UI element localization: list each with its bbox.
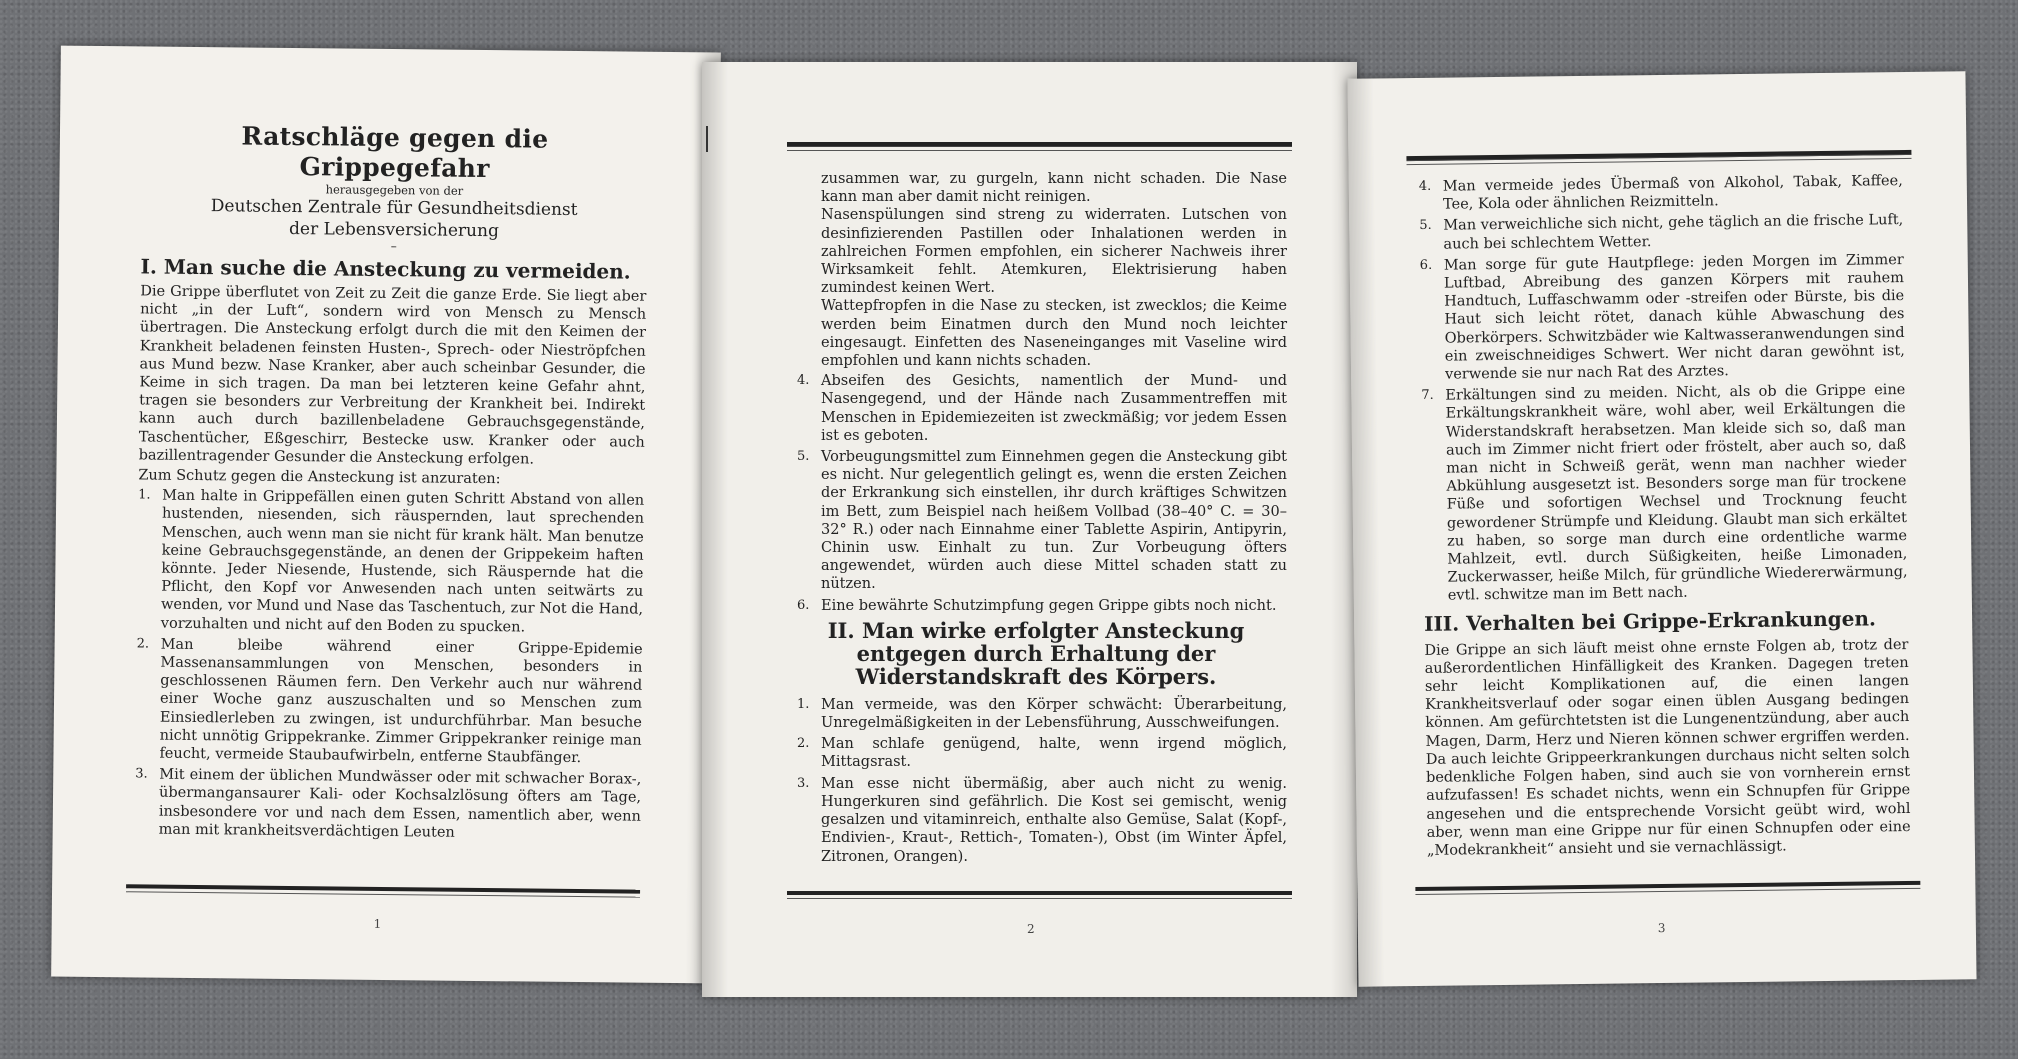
continued-text: zusammen war, zu gurgeln, kann nicht schaden. Die Nase kann man aber damit nicht reinigen. xyxy=(821,171,1287,206)
advice-text: Mit einem der üblichen Mundwässer oder mit schwacher Borax-, übermangansaurer Kali- oder Kochsalzlösung öfters am Tage, insbesondere vor und nach dem Essen, namentlich aber, wenn man mit krankheitsverdächtigen Leuten xyxy=(158,766,642,841)
advice-item xyxy=(137,487,644,638)
page-1-content xyxy=(135,120,649,846)
title-separator: – xyxy=(390,239,397,254)
document-title: Ratschläge gegen die Grippegefahr xyxy=(241,121,549,184)
booklet-page-2 xyxy=(702,62,1357,997)
final-paragraph: Die Grippe an sich läuft meist ohne ernste Folgen ab, trotz der außerordentlichen Hinfälligkeit des Kranken. Dagegen treten sehr leicht Komplikationen auf, die einen langen Krankheitsverlauf oder sogar einen üblen Ausgang bedingen können. Am gefürchtetsten ist die Lungenentzündung, aber auch Magen, Darm, Herz und Nieren können schwer ergriffen werden. Da auch leichte Grippeerkrankungen durchaus nicht selten solch bedenkliche Folgen haben, sind auch sie von vornherein ernst aufzufassen! Es schadet nichts, wenn ein Schnupfen für Grippe angesehen und die entsprechende Vorsicht geübt wird, wohl aber, wenn man eine Grippe nur für einen Schnupfen oder eine „Modekrankheit“ ansieht und sie vernachlässigt. xyxy=(1424,636,1911,859)
advice-text: Man verweichliche sich nicht, gehe täglich an die frische Luft, auch bei schlechtem Wetter. xyxy=(1443,212,1904,253)
protection-lead: Zum Schutz gegen die Ansteckung ist anzuraten: xyxy=(138,467,501,488)
advice-item xyxy=(1420,251,1906,384)
advice-item xyxy=(1421,381,1908,605)
advice-text: Man sorge für gute Hautpflege: jeden Morgen im Zimmer Luftbad, Abreibung des ganzen Körpers mit rauhem Handtuch, Luffaschwamm oder -streifen oder Bürste, bis die Haut sich leicht rötet, danach kühle Abwaschung des Oberkörpers. Schwitzbäder wie Kaltwasseranwendungen sind ein zweischneidiges Schwert. Wer nicht daran gewöhnt ist, verwende sie nur nach Rat des Arztes. xyxy=(1443,251,1905,383)
advice-number: 6. xyxy=(1419,257,1433,273)
advice-item xyxy=(135,766,642,844)
publisher-line-2: der Lebensversicherung xyxy=(288,218,499,242)
intro-paragraph: Die Grippe überflutet von Zeit zu Zeit die ganze Erde. Sie liegt aber nicht „in der Luft“, sondern wird von Mensch zu Mensch übertragen. Die Ansteckung erfolgt durch die mit den Keimen der Krankheit beladenen feinsten Husten-, Sprech- oder Nieströpfchen aus Mund bezw. Nase Kranker, aber auch scheinbar Gesunder, die Keime in sich tragen. Da man bei letzteren keine Gefahr ahnt, tragen sie besonders zur Verbreitung der Krankheit bei. Indirekt kann auch durch bazillenbeladene Gebrauchsgegenstände, Taschentücher, Eßgeschirr, Bestecke usw. Kranker oder auch bazillentragender Gesunder die Ansteckung erfolgen. xyxy=(138,283,647,468)
advice-text: Man bleibe während einer Grippe-Epidemie Massenansammlungen von Menschen, besonders in geschlossenen Räumen fern. Den Verkehr auch nur während einer Woche ganz auszuschalten und so Menschen zum Einsiedlerleben zu zwingen, ist undurchführbar. Man besuche nicht unnötig Grippekranke. Zimmer Grippekranker reinige man feucht, vermeide Staubaufwirbeln, entferne Staubfänger. xyxy=(159,636,643,767)
advice-item xyxy=(135,635,642,768)
page-2-content xyxy=(797,170,1287,869)
advice-number: 3. xyxy=(797,775,810,791)
advice-item xyxy=(1419,172,1903,214)
bottom-rule xyxy=(126,884,640,893)
advice-text: Erkältungen sind zu meiden. Nicht, als ob die Grippe eine Erkältungskrankheit wäre, wohl aber, weil Erkältungen die Widerstandskraft herabsetzen. Man kleide sich so, daß man auch im Zimmer nicht friert oder fröstelt, aber auch so, daß man nicht in Schweiß gerät, wenn man nachher wieder Abkühlung ausgesetzt ist. Besonders sorge man für trockene Füße und sofortigen Wechsel und Trocknung feucht gewordener Strümpfe und Kleidung. Glaubt man sich erkältet zu haben, so sorge man durch eine ordentliche warme Mahlzeit, evtl. durch Süßigkeiten, heiße Limonaden, Zuckerwasser, heiße Milch, für gründliche Wiedererwärmung, evtl. schwitze man im Bett nach. xyxy=(1445,382,1908,605)
advice-item xyxy=(797,696,1287,732)
advice-item xyxy=(797,372,1287,445)
advice-number: 5. xyxy=(1419,218,1432,234)
paragraph: Nasenspülungen sind streng zu widerraten. Lutschen von desinfizierenden Pastillen oder Inhalationen werden in zahlreichen Formen empfohlen, ein sicherer Nachweis ihrer Wirksamkeit fehlt. Atemkuren, Elektrisierung haben zumindest keinen Wert. xyxy=(821,207,1287,297)
advice-item xyxy=(797,735,1287,771)
advice-text: Man schlafe genügend, halte, wenn irgend möglich, Mittagsrast. xyxy=(821,736,1287,771)
page-number: 3 xyxy=(1657,920,1666,936)
advice-text: Eine bewährte Schutzimpfung gegen Grippe gibts noch nicht. xyxy=(821,597,1277,614)
bottom-rule xyxy=(1415,881,1920,891)
advice-number: 3. xyxy=(135,766,148,782)
advice-number: 2. xyxy=(797,736,810,752)
advice-number: 6. xyxy=(797,597,810,613)
section-heading-1: I. Man suche die Ansteckung zu vermeiden. xyxy=(140,254,631,284)
page-number: 2 xyxy=(1027,922,1035,936)
advice-item xyxy=(797,775,1287,866)
publisher-line-1: Deutschen Zentrale für Gesundheitsdienst xyxy=(210,196,578,220)
advice-item xyxy=(1419,211,1903,253)
advice-item xyxy=(797,597,1287,615)
page-number: 1 xyxy=(373,916,382,931)
top-rule xyxy=(787,142,1292,147)
booklet-page-1 xyxy=(51,46,721,984)
booklet-page-3 xyxy=(1347,71,1976,986)
advice-number: 5. xyxy=(797,449,810,465)
advice-item xyxy=(797,448,1287,594)
page-3-content xyxy=(1419,170,1911,860)
bottom-rule xyxy=(787,891,1292,895)
advice-text: Man vermeide, was den Körper schwächt: Überarbeitung, Unregelmäßigkeiten in der Lebensführung, Ausschweifungen. xyxy=(821,696,1287,732)
publisher-intro: herausgegeben von der xyxy=(325,182,464,198)
advice-number: 1. xyxy=(797,696,810,712)
page-gutter-shadow xyxy=(702,62,728,997)
advice-number: 4. xyxy=(1418,178,1432,194)
advice-number: 1. xyxy=(138,487,151,503)
section-heading-3: III. Verhalten bei Grippe-Erkrankungen. xyxy=(1423,606,1877,636)
advice-text: Vorbeugungsmittel zum Einnehmen gegen die Ansteckung gibt es nicht. Nur gelegentlich gelingt es, wenn die ersten Zeichen der Erkrankung sich einstellen, ihr durch kräftiges Schwitzen im Bett, zum Beispiel nach heißem Vollbad (38–40° C. = 30–32° R.) oder nach Einnahme einer Tablette Aspirin, Antipyrin, Chinin usw. Einhalt zu tun. Zur Vorbeugung öfters angewendet, würden auch diese Mittel schaden statt zu nützen. xyxy=(821,449,1287,593)
advice-number: 7. xyxy=(1421,388,1434,404)
gutter-mark xyxy=(706,126,708,152)
advice-number: 4. xyxy=(797,373,810,389)
paragraph: Wattepfropfen in die Nase zu stecken, ist zwecklos; die Keime werden beim Einatmen durch den Mund noch leichter eingesaugt. Einfetten des Naseneinganges mit Vaseline wird empfohlen und kann nichts schaden. xyxy=(821,298,1287,370)
top-rule xyxy=(1406,150,1911,161)
advice-text: Man vermeide jedes Übermaß von Alkohol, Tabak, Kaffee, Tee, Kola oder ähnlichen Reizmitteln. xyxy=(1442,173,1903,213)
advice-text: Man halte in Grippefällen einen guten Schritt Abstand von allen hustenden, niesenden, sich räuspernden, laut sprechenden Menschen, auch wenn man sie nicht für krank hält. Man benutze keine Gebrauchsgegenstände, an denen der Grippekeim haften könnte. Jeder Niesende, Hustende, sich Räuspernde hat die Pflicht, den Kopf vor Anwesenden nach unten seitwärts zu wenden, vor Mund und Nase das Taschentuch, zur Not die Hand, vorzuhalten und nicht auf den Boden zu spucken. xyxy=(160,487,645,636)
section-heading-2: II. Man wirke erfolgter Ansteckung entgegen durch Erhaltung der Widerstandskraft des Körpers. xyxy=(827,617,1245,689)
advice-text: Abseifen des Gesichts, namentlich der Mund- und Nasengegend, und der Hände nach Zusammentreffen mit Menschen in Epidemiezeiten ist zweckmäßig; vor jedem Essen ist es geboten. xyxy=(821,373,1287,444)
advice-text: Man esse nicht übermäßig, aber auch nicht zu wenig. Hungerkuren sind gefährlich. Die Kost sei gemischt, wenig gesalzen und vitaminreich, enthalte also Gemüse, Salat (Kopf-, Endivien-, Kraut-, Rettich-, Tomaten-), Obst (im Winter Äpfel, Zitronen, Orangen). xyxy=(821,775,1287,865)
advice-number: 2. xyxy=(136,636,150,652)
